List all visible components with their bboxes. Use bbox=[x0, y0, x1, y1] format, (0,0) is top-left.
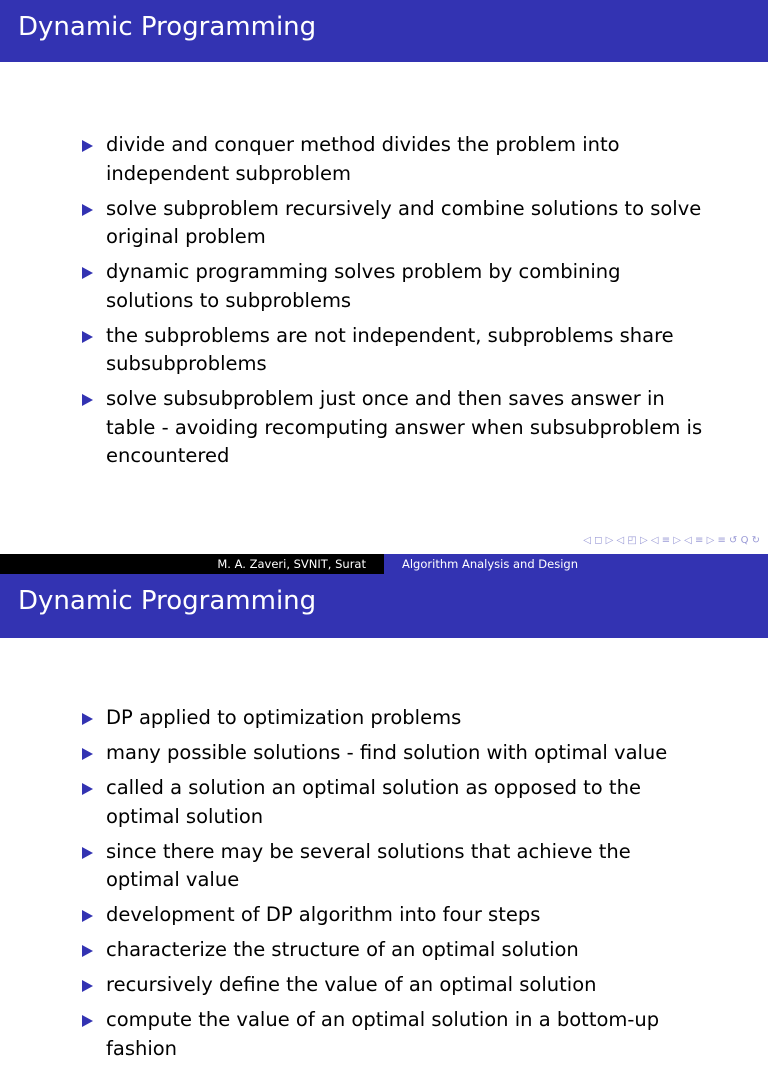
bullet-triangle-icon bbox=[82, 945, 93, 957]
bullet-item bbox=[80, 322, 710, 379]
navigation-symbols[interactable]: ◁ ◻ ▷ ◁ ◰ ▷ ◁ ≡ ▷ ◁ ≡ ▷ ≡ ↺ Q ↻ bbox=[583, 535, 760, 546]
bullet-triangle-icon bbox=[82, 847, 93, 859]
bullet-item bbox=[80, 385, 710, 471]
bullet-triangle-icon bbox=[82, 1015, 93, 1027]
bullet-triangle-icon bbox=[82, 748, 93, 760]
bullet-item bbox=[80, 901, 710, 930]
footer-author: M. A. Zaveri, SVNIT, Surat bbox=[0, 554, 384, 574]
footer-course: Algorithm Analysis and Design bbox=[384, 554, 768, 574]
bullet-list bbox=[80, 704, 710, 1070]
bullet-text: the subproblems are not independent, subproblems share subsubproblems bbox=[106, 323, 674, 375]
bullet-list bbox=[80, 131, 710, 477]
bullet-triangle-icon bbox=[82, 267, 93, 279]
slide-title: Dynamic Programming bbox=[18, 12, 317, 42]
bullet-item bbox=[80, 739, 710, 768]
bullet-triangle-icon bbox=[82, 140, 93, 152]
bullet-text: called a solution an optimal solution as opposed to the optimal solution bbox=[106, 776, 641, 828]
bullet-text: DP applied to optimization problems bbox=[106, 706, 462, 729]
bullet-item bbox=[80, 936, 710, 965]
bullet-text: characterize the structure of an optimal solution bbox=[106, 938, 579, 961]
bullet-item bbox=[80, 971, 710, 1000]
bullet-item bbox=[80, 195, 710, 252]
bullet-text: many possible solutions - find solution with optimal value bbox=[106, 741, 668, 764]
bullet-text: development of DP algorithm into four steps bbox=[106, 903, 541, 926]
bullet-text: compute the value of an optimal solution in a bottom-up fashion bbox=[106, 1008, 660, 1060]
slide-title: Dynamic Programming bbox=[18, 586, 317, 616]
bullet-item bbox=[80, 1006, 710, 1063]
bullet-item bbox=[80, 774, 710, 831]
bullet-triangle-icon bbox=[82, 713, 93, 725]
slide-2 bbox=[0, 574, 768, 1060]
bullet-text: recursively define the value of an optimal solution bbox=[106, 973, 597, 996]
bullet-text: dynamic programming solves problem by combining solutions to subproblems bbox=[106, 260, 621, 312]
slide-title-bar bbox=[0, 574, 768, 638]
bullet-text: solve subproblem recursively and combine solutions to solve original problem bbox=[106, 196, 702, 248]
bullet-text: divide and conquer method divides the problem into independent subproblem bbox=[106, 133, 620, 185]
slide-title-bar bbox=[0, 0, 768, 62]
bullet-triangle-icon bbox=[82, 910, 93, 922]
bullet-text: solve subsubproblem just once and then saves answer in table - avoiding recomputing answer when subsubproblem is encountered bbox=[106, 387, 703, 467]
bullet-triangle-icon bbox=[82, 331, 93, 343]
bullet-item bbox=[80, 704, 710, 733]
bullet-item bbox=[80, 131, 710, 188]
bullet-triangle-icon bbox=[82, 980, 93, 992]
bullet-item bbox=[80, 258, 710, 315]
bullet-triangle-icon bbox=[82, 783, 93, 795]
bullet-text: since there may be several solutions that achieve the optimal value bbox=[106, 839, 631, 891]
bullet-triangle-icon bbox=[82, 204, 93, 216]
footer-bar bbox=[0, 554, 768, 574]
bullet-triangle-icon bbox=[82, 394, 93, 406]
bullet-item bbox=[80, 838, 710, 895]
